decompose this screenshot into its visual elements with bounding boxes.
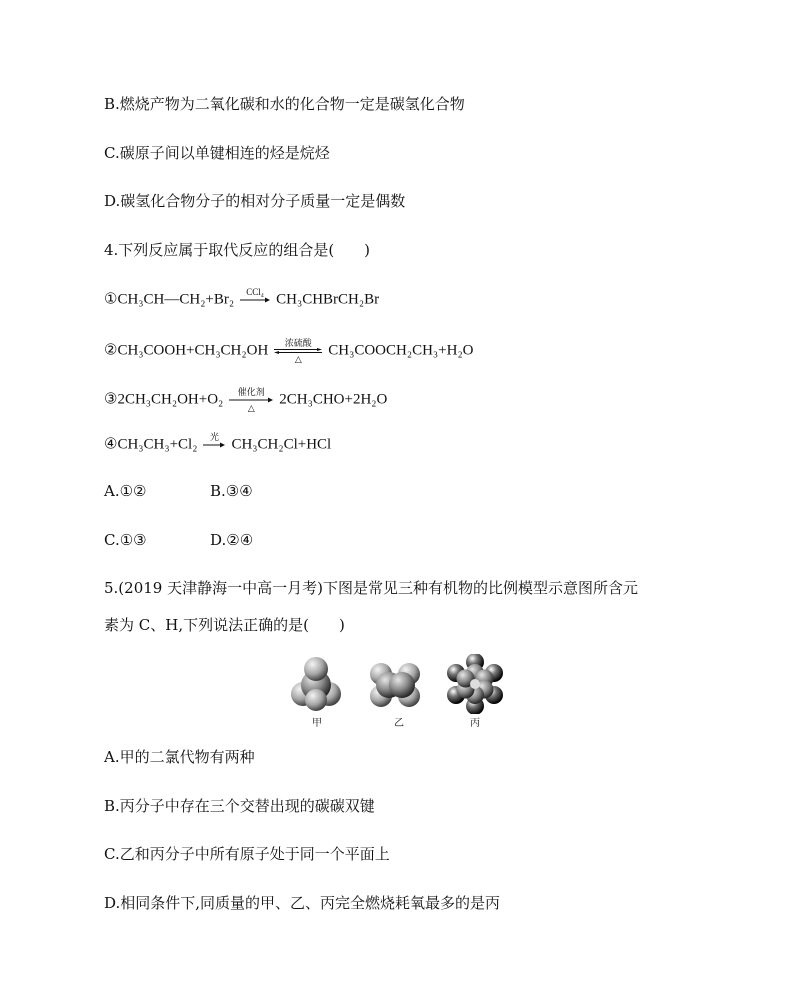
reaction-4-reactants: CH₃CH₃+Cl₂ <box>117 436 198 453</box>
q4-options-row-1 <box>104 481 253 501</box>
q4-option-b: B.③④ <box>210 482 253 500</box>
methane-model <box>291 657 341 711</box>
q5-option-a: A.甲的二氯代物有两种 <box>104 748 255 766</box>
reaction-4 <box>104 434 331 456</box>
q4-option-d: D.②④ <box>210 531 254 549</box>
reaction-3-arrow <box>229 389 273 411</box>
reaction-1-reactants: CH₃CH—CH₂+Br₂ <box>117 291 235 308</box>
q4-option-c: C.①③ <box>104 531 147 549</box>
reaction-2-condition-below: △ <box>294 354 302 364</box>
q4-options-row-2 <box>104 530 254 550</box>
reaction-3-condition-above: 催化剂 <box>237 387 265 397</box>
q5-option-d: D.相同条件下,同质量的甲、乙、丙完全燃烧耗氧最多的是丙 <box>104 894 501 912</box>
option-b-q3: B.燃烧产物为二氧化碳和水的化合物一定是碳氢化合物 <box>104 95 465 113</box>
reaction-4-arrow <box>203 434 225 456</box>
reaction-1-products: CH₃CHBrCH₂Br <box>276 291 380 308</box>
question-5-stem-line-1: 5.(2019 天津静海一中高一月考)下图是常见三种有机物的比例模型示意图所含元 <box>104 579 638 597</box>
option-c-q3: C.碳原子间以单键相连的烃是烷烃 <box>104 144 330 162</box>
reaction-2-number: ② <box>104 342 118 359</box>
reaction-4-condition: 光 <box>209 432 219 442</box>
reaction-2-products: CH₃COOCH₂CH₃+H₂O <box>328 342 474 359</box>
question-5-stem-line-2: 素为 C、H,下列说法正确的是( ) <box>104 616 345 634</box>
label-bing: 丙 <box>470 718 480 729</box>
reaction-4-products: CH₃CH₂Cl+HCl <box>231 436 332 453</box>
reaction-2-reactants: CH₃COOH+CH₃CH₂OH <box>117 342 269 359</box>
reaction-1-condition: CCl₄ <box>246 287 264 297</box>
q4-option-a: A.①② <box>104 482 147 500</box>
q5-option-c: C.乙和丙分子中所有原子处于同一个平面上 <box>104 845 390 863</box>
question-4-stem: 4.下列反应属于取代反应的组合是( ) <box>104 241 371 259</box>
reaction-3-condition-below: △ <box>247 403 255 413</box>
reaction-3-reactants: 2CH₃CH₂OH+O₂ <box>117 391 224 408</box>
reaction-3-number: ③ <box>104 391 118 408</box>
reaction-1 <box>104 289 379 311</box>
label-jia: 甲 <box>312 718 322 729</box>
reaction-3 <box>104 389 387 411</box>
option-d-q3: D.碳氢化合物分子的相对分子质量一定是偶数 <box>104 192 406 210</box>
reaction-3-products: 2CH₃CHO+2H₂O <box>279 391 388 408</box>
label-yi: 乙 <box>394 718 404 729</box>
reaction-1-number: ① <box>104 291 118 308</box>
benzene-model <box>447 654 503 714</box>
molecule-models-figure <box>288 654 508 714</box>
q5-option-b: B.丙分子中存在三个交替出现的碳碳双键 <box>104 797 375 815</box>
reaction-1-arrow <box>240 289 270 311</box>
reaction-2-reversible-arrow <box>274 340 322 362</box>
reaction-2 <box>104 340 474 362</box>
reaction-4-number: ④ <box>104 436 118 453</box>
reaction-2-condition-above: 浓硫酸 <box>284 338 312 348</box>
ethylene-model <box>370 663 420 707</box>
